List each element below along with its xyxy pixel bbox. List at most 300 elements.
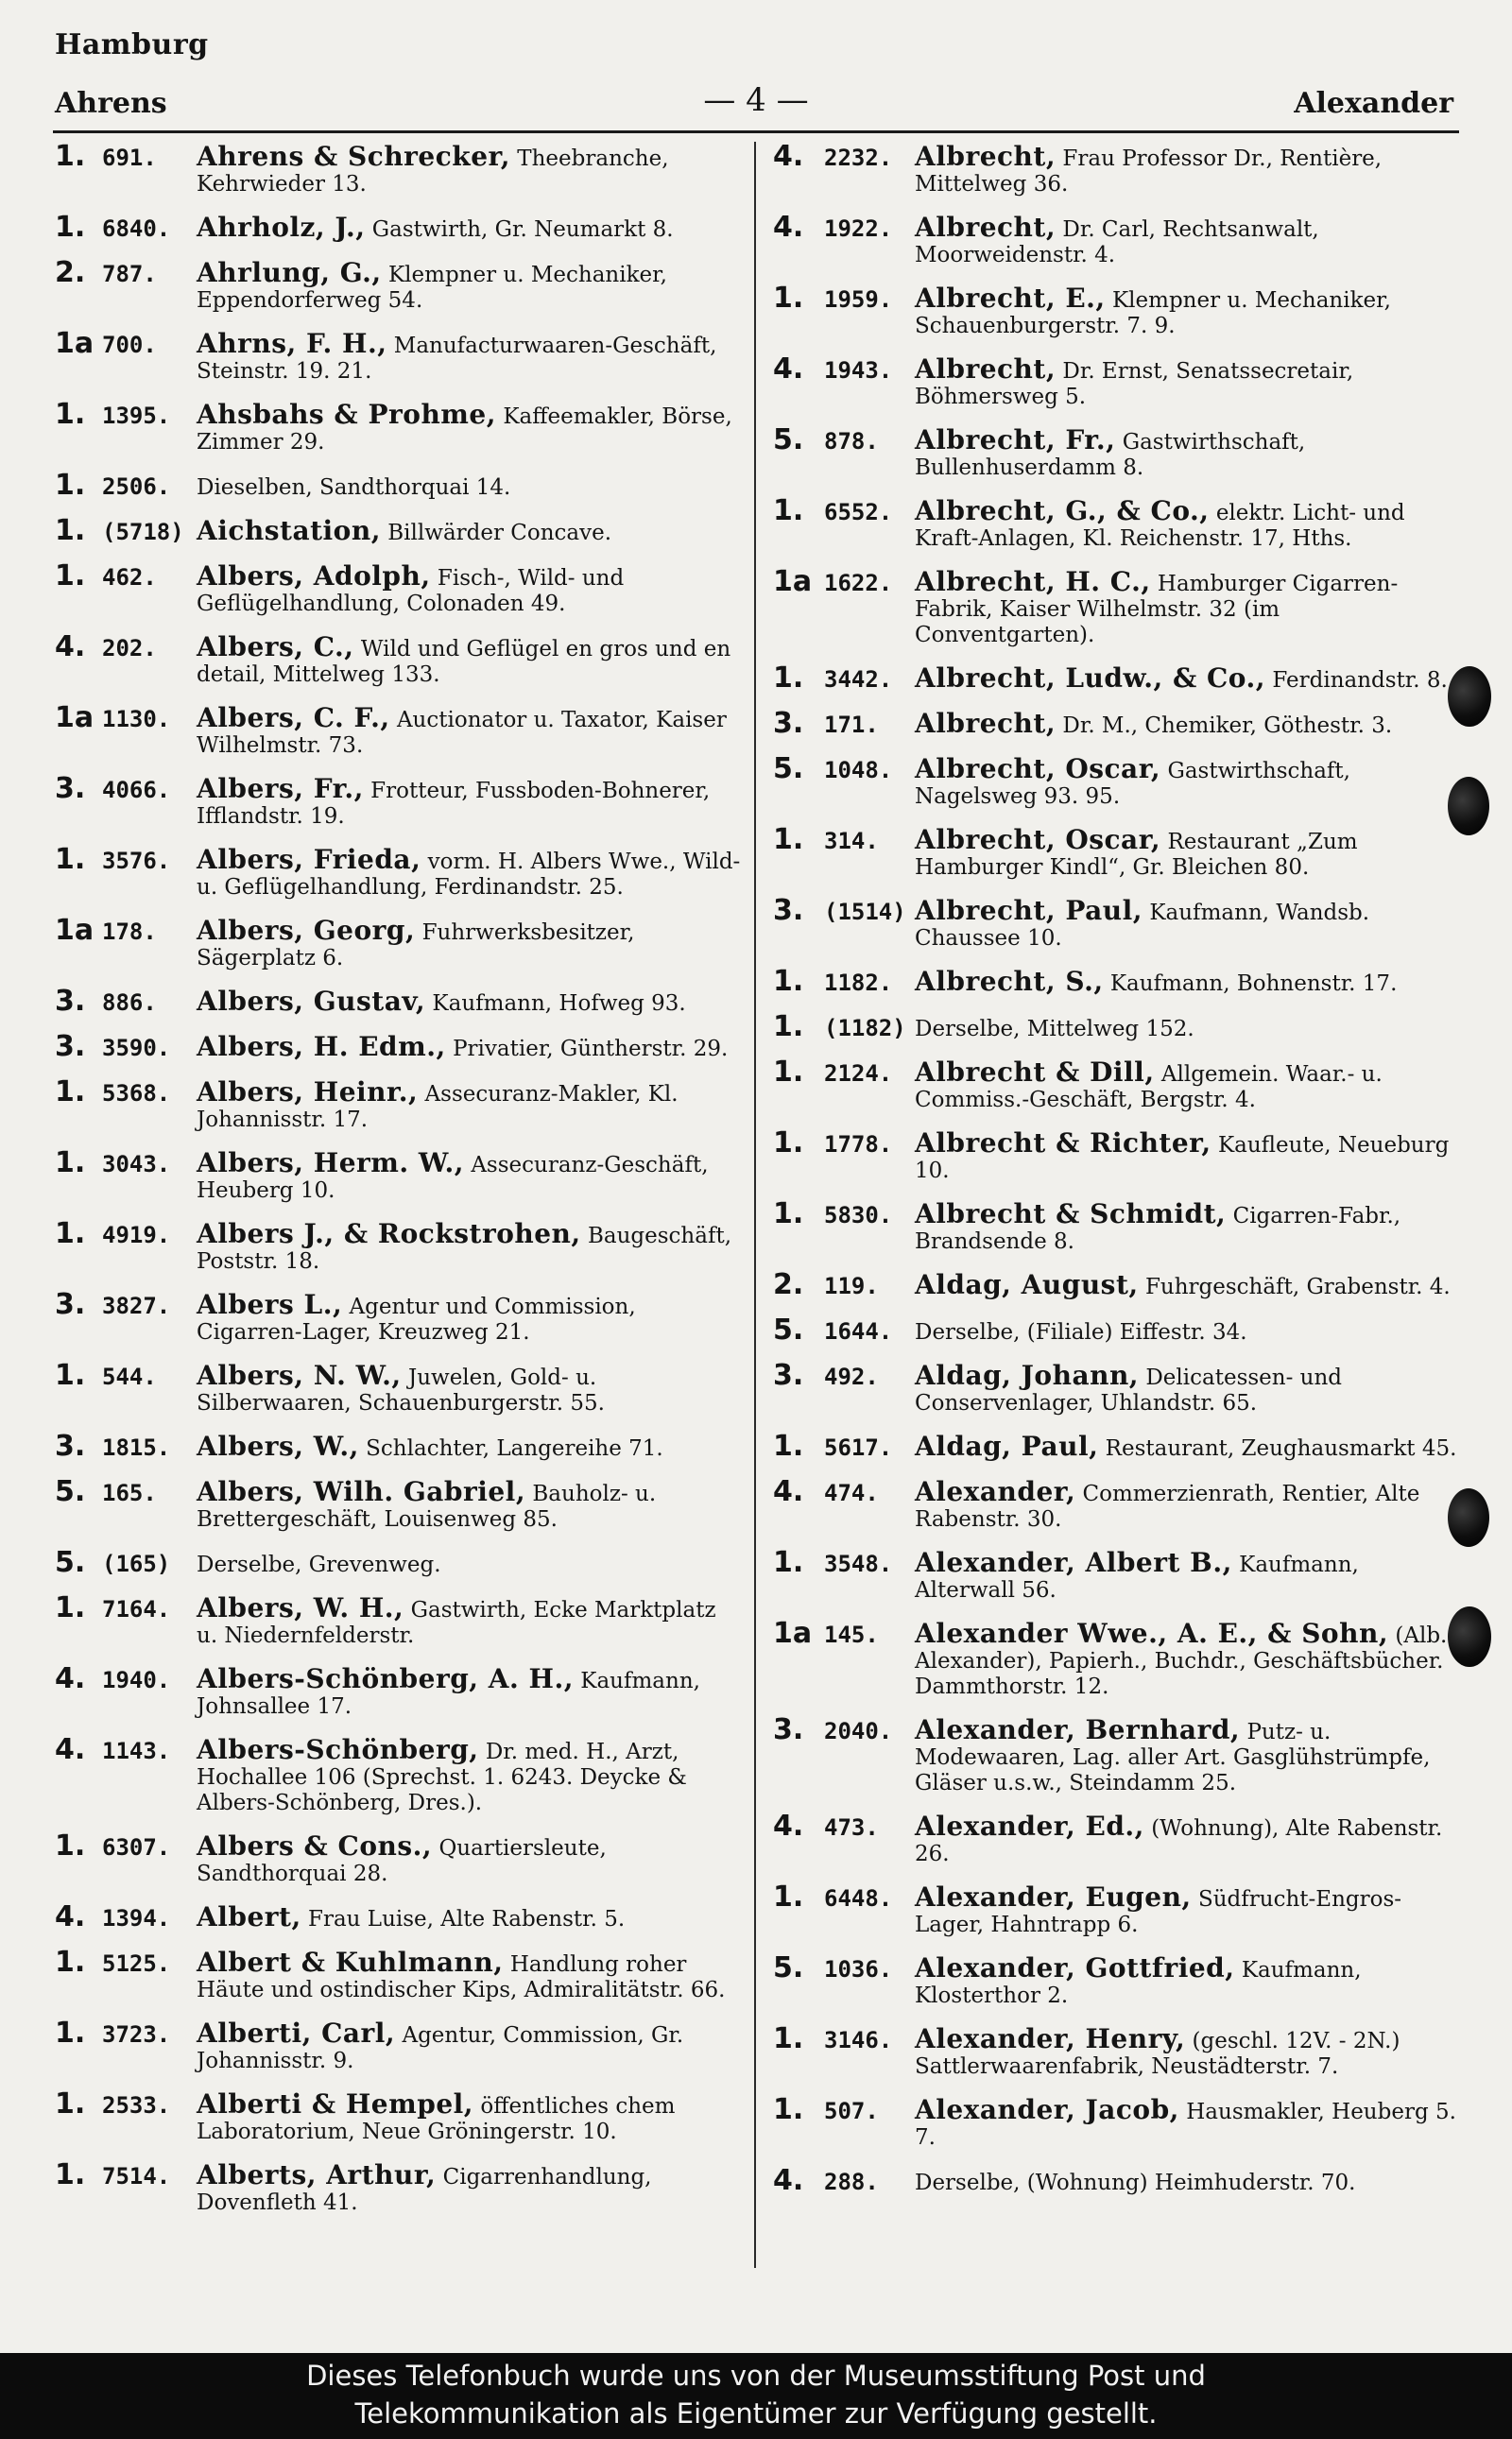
subscriber-name: Albrecht, Paul,	[915, 895, 1143, 926]
phone-number: 1815.	[102, 1434, 171, 1461]
subscriber-name: Alexander,	[915, 1476, 1076, 1507]
subscriber-details: öffentliches chem Laboratorium, Neue Gröningerstr. 10.	[197, 2094, 676, 2144]
directory-entry	[55, 2017, 743, 2074]
subscriber-name: Albers & Cons.,	[197, 1830, 433, 1862]
exchange-code: 1.	[55, 2158, 86, 2191]
subscriber-details: Südfrucht-Engros-Lager, Hahntrapp 6.	[915, 1887, 1402, 1937]
directory-entry	[55, 1733, 743, 1816]
phone-number: 3146.	[824, 2027, 893, 2053]
subscriber-details: Kaufleute, Neueburg 10.	[915, 1133, 1450, 1183]
directory-entry	[55, 514, 743, 547]
directory-entry	[55, 1288, 743, 1346]
phone-number: 474.	[824, 1480, 879, 1506]
exchange-code: 1.	[773, 1010, 804, 1043]
exchange-code: 4.	[55, 1900, 86, 1933]
exchange-code: 1.	[55, 1146, 86, 1179]
phone-number: 1644.	[824, 1318, 893, 1345]
phone-number: 507.	[824, 2098, 879, 2124]
subscriber-name: Alexander, Jacob,	[915, 2094, 1179, 2125]
subscriber-name: Albers, W.,	[197, 1431, 359, 1462]
phone-number: 544.	[102, 1364, 157, 1390]
subscriber-name: Albrecht, H. C.,	[915, 566, 1151, 597]
exchange-code: 1.	[55, 1075, 86, 1108]
exchange-code: 1.	[773, 494, 804, 527]
subscriber-details: Derselbe, (Filiale) Eiffestr. 34.	[915, 1320, 1247, 1345]
exchange-code: 1.	[55, 211, 86, 244]
subscriber-details: Gastwirthschaft, Bullenhuserdamm 8.	[915, 430, 1306, 480]
archive-notice-line-2: Telekommunikation als Eigentümer zur Verfügung gestellt.	[354, 2397, 1158, 2430]
directory-entry	[55, 1829, 743, 1887]
subscriber-name: Albrecht, Oscar,	[915, 753, 1161, 784]
exchange-code: 4.	[55, 1733, 86, 1766]
phone-number: 3576.	[102, 848, 171, 874]
subscriber-name: Aldag, Paul,	[915, 1431, 1099, 1462]
directory-entry	[773, 1197, 1461, 1255]
exchange-code: 1.	[55, 1946, 86, 1979]
directory-entry	[773, 1475, 1461, 1533]
subscriber-details: Fisch-, Wild- und Geflügelhandlung, Colonaden 49.	[197, 566, 625, 616]
phone-number: 5125.	[102, 1950, 171, 1977]
phone-number: 462.	[102, 564, 157, 591]
phone-number: 4066.	[102, 777, 171, 803]
subscriber-details: Frau Professor Dr., Rentière, Mittelweg 36.	[915, 146, 1383, 197]
subscriber-name: Albers, Adolph,	[197, 560, 431, 592]
directory-entry	[773, 1126, 1461, 1184]
subscriber-details: Dieselben, Sandthorquai 14.	[197, 475, 511, 500]
phone-number: 178.	[102, 919, 157, 945]
phone-number: 2506.	[102, 473, 171, 500]
exchange-code: 1.	[773, 1430, 804, 1463]
exchange-code: 3.	[55, 1430, 86, 1463]
exchange-code: 1.	[773, 965, 804, 998]
phone-number: 5830.	[824, 1202, 893, 1228]
exchange-code: 1a	[773, 565, 813, 598]
directory-entry	[773, 1268, 1461, 1301]
subscriber-details: Kaufmann, Klosterthor 2.	[915, 1958, 1362, 2008]
directory-entry	[55, 469, 743, 502]
subscriber-details: Kaufmann, Johnsallee 17.	[197, 1669, 700, 1719]
directory-entry	[55, 1146, 743, 1204]
phone-number: (1514)	[824, 899, 906, 925]
exchange-code: 4.	[773, 2164, 804, 2197]
subscriber-name: Albers, Georg,	[197, 915, 416, 946]
punch-hole-decoration	[1448, 777, 1489, 835]
subscriber-details: Manufacturwaaren-Geschäft, Steinstr. 19. 21.	[197, 334, 717, 384]
exchange-code: 5.	[773, 423, 804, 456]
directory-entry	[773, 1810, 1461, 1867]
directory-entry	[55, 1430, 743, 1463]
exchange-code: 1.	[773, 1546, 804, 1579]
directory-entry	[773, 894, 1461, 952]
phone-number: 6840.	[102, 215, 171, 242]
phone-number: 6448.	[824, 1885, 893, 1912]
subscriber-details: Bauholz- u. Brettergeschäft, Louisenweg 85.	[197, 1482, 657, 1532]
phone-number: 1036.	[824, 1956, 893, 1983]
subscriber-name: Albers, H. Edm.,	[197, 1031, 446, 1062]
exchange-code: 3.	[773, 707, 804, 740]
subscriber-name: Ahrens & Schrecker,	[197, 141, 510, 172]
directory-entry	[55, 1591, 743, 1649]
directory-entry	[55, 985, 743, 1018]
phone-number: 492.	[824, 1364, 879, 1390]
subscriber-details: Baugeschäft, Poststr. 18.	[197, 1224, 732, 1274]
phone-number: 1182.	[824, 970, 893, 996]
exchange-code: 1.	[55, 1217, 86, 1250]
exchange-code: 1.	[55, 2017, 86, 2050]
subscriber-details: Dr. Ernst, Senatssecretair, Böhmersweg 5.	[915, 359, 1354, 409]
directory-entry	[55, 630, 743, 688]
directory-entry	[773, 1713, 1461, 1796]
directory-entry	[55, 914, 743, 971]
directory-entry	[773, 1359, 1461, 1417]
exchange-code: 1.	[773, 1197, 804, 1230]
subscriber-name: Albers, C.,	[197, 631, 354, 662]
subscriber-details: Quartiersleute, Sandthorquai 28.	[197, 1836, 607, 1886]
exchange-code: 1.	[773, 2022, 804, 2055]
subscriber-details: Assecuranz-Geschäft, Heuberg 10.	[197, 1153, 709, 1203]
subscriber-details: Juwelen, Gold- u. Silberwaaren, Schauenburgerstr. 55.	[197, 1365, 605, 1416]
subscriber-name: Alberti, Carl,	[197, 2018, 396, 2049]
subscriber-name: Albers, C. F.,	[197, 702, 390, 733]
phone-number: 314.	[824, 828, 879, 854]
phone-number: 3723.	[102, 2021, 171, 2048]
exchange-code: 3.	[773, 1713, 804, 1746]
phone-number: 1143.	[102, 1738, 171, 1764]
directory-entry	[773, 1314, 1461, 1347]
directory-entry	[773, 1546, 1461, 1604]
subscriber-details: Agentur und Commission, Cigarren-Lager, Kreuzweg 21.	[197, 1295, 636, 1345]
directory-entry	[773, 2022, 1461, 2080]
exchange-code: 1.	[55, 398, 86, 431]
directory-entry	[773, 1056, 1461, 1113]
subscriber-details: Hamburger Cigarren-Fabrik, Kaiser Wilhelmstr. 32 (im Conventgarten).	[915, 572, 1399, 647]
subscriber-name: Ahsbahs & Prohme,	[197, 399, 496, 430]
phone-number: 1130.	[102, 706, 171, 732]
subscriber-details: Billwärder Concave.	[387, 521, 612, 545]
subscriber-details: Derselbe, Grevenweg.	[197, 1553, 441, 1577]
subscriber-details: Kaufmann, Wandsb. Chaussee 10.	[915, 901, 1370, 951]
subscriber-details: (Alb. Alexander), Papierh., Buchdr., Geschäftsbücher. Dammthorstr. 12.	[915, 1623, 1448, 1699]
subscriber-name: Ahrns, F. H.,	[197, 328, 387, 359]
punch-hole-decoration	[1448, 1606, 1491, 1667]
subscriber-name: Alexander, Albert B.,	[915, 1547, 1232, 1578]
subscriber-name: Albrecht & Richter,	[915, 1127, 1211, 1159]
phone-number: 1778.	[824, 1131, 893, 1158]
exchange-code: 4.	[55, 630, 86, 663]
header-rule	[53, 130, 1459, 133]
subscriber-name: Aichstation,	[197, 515, 381, 546]
exchange-code: 1.	[55, 2087, 86, 2121]
subscriber-name: Aldag, August,	[915, 1269, 1139, 1300]
subscriber-details: (Wohnung), Alte Rabenstr. 26.	[915, 1816, 1443, 1866]
subscriber-name: Alberti & Hempel,	[197, 2088, 474, 2120]
exchange-code: 4.	[773, 211, 804, 244]
subscriber-details: Hausmakler, Heuberg 5. 7.	[915, 2100, 1456, 2150]
subscriber-name: Albrecht, E.,	[915, 283, 1106, 314]
directory-entry	[55, 1946, 743, 2003]
directory-entry	[773, 1617, 1461, 1700]
phone-number: 171.	[824, 712, 879, 738]
phone-number: 1940.	[102, 1667, 171, 1693]
directory-entry	[55, 843, 743, 901]
phone-number: 1943.	[824, 357, 893, 384]
phone-number: (5718)	[102, 519, 184, 545]
subscriber-details: Gastwirth, Gr. Neumarkt 8.	[371, 217, 674, 242]
phone-number: 3827.	[102, 1293, 171, 1319]
subscriber-details: Assecuranz-Makler, Kl. Johannisstr. 17.	[197, 1082, 679, 1132]
exchange-code: 3.	[55, 1288, 86, 1321]
exchange-code: 5.	[773, 1314, 804, 1347]
directory-entry	[55, 140, 743, 198]
exchange-code: 3.	[773, 1359, 804, 1392]
exchange-code: 1.	[773, 282, 804, 315]
phone-number: 4919.	[102, 1222, 171, 1248]
phone-number: 2040.	[824, 1718, 893, 1744]
subscriber-details: Commerzienrath, Rentier, Alte Rabenstr. 30.	[915, 1482, 1420, 1532]
phone-number: 787.	[102, 261, 157, 287]
exchange-code: 4.	[55, 1662, 86, 1695]
subscriber-name: Albrecht & Schmidt,	[915, 1198, 1227, 1229]
directory-entry	[55, 1075, 743, 1133]
subscriber-name: Alexander, Gottfried,	[915, 1952, 1235, 1984]
phone-number: 5617.	[824, 1434, 893, 1461]
subscriber-details: Kaufmann, Alterwall 56.	[915, 1553, 1359, 1603]
subscriber-details: Fuhrgeschäft, Grabenstr. 4.	[1144, 1275, 1451, 1299]
phone-number: 5368.	[102, 1080, 171, 1107]
exchange-code: 1.	[55, 140, 86, 173]
directory-entry	[773, 565, 1461, 648]
exchange-code: 2.	[55, 256, 86, 289]
phone-number: 473.	[824, 1814, 879, 1841]
subscriber-name: Alexander, Henry,	[915, 2023, 1186, 2054]
phone-number: 3590.	[102, 1035, 171, 1061]
subscriber-details: vorm. H. Albers Wwe., Wild- u. Geflügelhandlung, Ferdinandstr. 25.	[197, 850, 741, 900]
directory-entry	[773, 1430, 1461, 1463]
subscriber-name: Albrecht,	[915, 353, 1057, 385]
directory-entry	[773, 211, 1461, 268]
subscriber-name: Albers, Fr.,	[197, 773, 364, 804]
subscriber-name: Albrecht, S.,	[915, 966, 1104, 997]
exchange-code: 1.	[55, 843, 86, 876]
subscriber-name: Albrecht,	[915, 708, 1057, 739]
directory-entry	[773, 282, 1461, 339]
subscriber-details: Kaufmann, Bohnenstr. 17.	[1109, 971, 1398, 996]
subscriber-details: Cigarrenhandlung, Dovenfleth 41.	[197, 2165, 652, 2215]
phone-number: 1395.	[102, 403, 171, 429]
subscriber-name: Albers, Heinr.,	[197, 1076, 419, 1108]
phone-number: 202.	[102, 635, 157, 661]
phone-number: 1959.	[824, 286, 893, 313]
subscriber-details: Schlachter, Langereihe 71.	[366, 1436, 663, 1461]
phone-number: 700.	[102, 332, 157, 358]
subscriber-details: Derselbe, Mittelweg 152.	[915, 1017, 1194, 1041]
subscriber-name: Ahrholz, J.,	[197, 212, 366, 243]
phone-number: 3043.	[102, 1151, 171, 1177]
subscriber-details: Restaurant „Zum Hamburger Kindl“, Gr. Bleichen 80.	[915, 830, 1358, 880]
directory-entry	[55, 1546, 743, 1579]
exchange-code: 4.	[773, 352, 804, 386]
subscriber-details: Klempner u. Mechaniker, Schauenburgerstr. 7. 9.	[915, 288, 1391, 338]
subscriber-name: Albers-Schönberg, A. H.,	[197, 1663, 574, 1694]
subscriber-details: Derselbe, (Wohnung) Heimhuderstr. 70.	[915, 2171, 1356, 2195]
subscriber-details: Theebranche, Kehrwieder 13.	[197, 146, 669, 197]
subscriber-name: Ahrlung, G.,	[197, 257, 382, 288]
subscriber-name: Alexander Wwe., A. E., & Sohn,	[915, 1618, 1389, 1649]
subscriber-details: Dr. Carl, Rechtsanwalt, Moorweidenstr. 4.	[915, 217, 1319, 267]
subscriber-name: Albrecht & Dill,	[915, 1056, 1155, 1088]
phone-number: 1922.	[824, 215, 893, 242]
phone-number: 878.	[824, 428, 879, 455]
subscriber-name: Albers-Schönberg,	[197, 1734, 479, 1765]
phone-number: (1182)	[824, 1015, 906, 1041]
directory-entry	[55, 1475, 743, 1533]
subscriber-details: Klempner u. Mechaniker, Eppendorferweg 54.	[197, 263, 667, 313]
directory-entry	[55, 1900, 743, 1933]
phone-number: 7164.	[102, 1596, 171, 1623]
phone-number: 1048.	[824, 757, 893, 783]
last-name-header: Alexander	[1294, 87, 1453, 120]
archive-notice	[0, 2353, 1512, 2439]
directory-entry	[773, 1010, 1461, 1043]
right-column	[773, 140, 1461, 2213]
directory-entry	[55, 327, 743, 385]
directory-entry	[55, 772, 743, 830]
subscriber-details: Frotteur, Fussboden-Bohnerer, Ifflandstr. 19.	[197, 779, 711, 829]
phone-number: 6552.	[824, 499, 893, 525]
exchange-code: 1.	[55, 559, 86, 593]
first-name-header: Ahrens	[55, 87, 167, 120]
exchange-code: 1.	[55, 1829, 86, 1863]
phone-number: 2533.	[102, 2092, 171, 2119]
subscriber-name: Albert,	[197, 1901, 301, 1932]
directory-entry	[55, 1359, 743, 1417]
directory-entry	[55, 1217, 743, 1275]
archive-notice-line-1: Dieses Telefonbuch wurde uns von der Museumsstiftung Post und	[306, 2360, 1206, 2392]
subscriber-name: Albers J., & Rockstrohen,	[197, 1218, 581, 1249]
exchange-code: 1.	[773, 1126, 804, 1159]
directory-entry	[55, 2158, 743, 2216]
subscriber-details: Auctionator u. Taxator, Kaiser Wilhelmstr. 73.	[197, 708, 727, 758]
exchange-code: 1a	[55, 914, 94, 947]
phone-number: 2124.	[824, 1060, 893, 1087]
exchange-code: 3.	[55, 985, 86, 1018]
exchange-code: 1.	[55, 1591, 86, 1624]
subscriber-details: Restaurant, Zeughausmarkt 45.	[1105, 1436, 1457, 1461]
subscriber-name: Albers, Wilh. Gabriel,	[197, 1476, 526, 1507]
page-number: — 4 —	[703, 81, 809, 119]
directory-entry	[55, 256, 743, 314]
subscriber-details: Delicatessen- und Conservenlager, Uhlandstr. 65.	[915, 1365, 1343, 1416]
subscriber-details: elektr. Licht- und Kraft-Anlagen, Kl. Reichenstr. 17, Hths.	[915, 501, 1405, 551]
exchange-code: 1.	[55, 514, 86, 547]
subscriber-details: Frau Luise, Alte Rabenstr. 5.	[308, 1907, 626, 1932]
exchange-code: 1.	[55, 1359, 86, 1392]
column-divider	[754, 142, 756, 2268]
directory-entry	[55, 398, 743, 455]
exchange-code: 2.	[773, 1268, 804, 1301]
exchange-code: 5.	[55, 1546, 86, 1579]
phone-number: 7514.	[102, 2163, 171, 2190]
subscriber-details: Fuhrwerksbesitzer, Sägerplatz 6.	[197, 920, 635, 970]
exchange-code: 1a	[55, 701, 94, 734]
directory-entry	[773, 352, 1461, 410]
directory-entry	[55, 1662, 743, 1720]
subscriber-name: Albrecht,	[915, 212, 1057, 243]
phone-number: 3548.	[824, 1551, 893, 1577]
directory-entry	[773, 823, 1461, 881]
directory-entry	[55, 559, 743, 617]
exchange-code: 1.	[773, 1056, 804, 1089]
exchange-code: 1.	[55, 469, 86, 502]
subscriber-name: Albers, Herm. W.,	[197, 1147, 464, 1178]
directory-entry	[773, 2164, 1461, 2197]
exchange-code: 1.	[773, 1881, 804, 1914]
exchange-code: 5.	[55, 1475, 86, 1508]
phone-number: 2232.	[824, 145, 893, 171]
subscriber-details: Allgemein. Waar.- u. Commiss.-Geschäft, Bergstr. 4.	[915, 1062, 1383, 1112]
phone-number: 165.	[102, 1480, 157, 1506]
exchange-code: 4.	[773, 1810, 804, 1843]
directory-entry	[773, 661, 1461, 695]
directory-entry	[773, 423, 1461, 481]
subscriber-name: Albrecht,	[915, 141, 1057, 172]
subscriber-details: Cigarren-Fabr., Brandsende 8.	[915, 1204, 1401, 1254]
subscriber-name: Alexander, Eugen,	[915, 1881, 1192, 1913]
punch-hole-decoration	[1448, 666, 1491, 727]
subscriber-details: Dr. M., Chemiker, Göthestr. 3.	[1062, 713, 1393, 738]
subscriber-name: Albrecht, Oscar,	[915, 824, 1161, 855]
directory-entry	[55, 2087, 743, 2145]
subscriber-details: Kaufmann, Hofweg 93.	[432, 991, 686, 1016]
directory-entry	[773, 2093, 1461, 2151]
directory-entry	[773, 1881, 1461, 1938]
subscriber-name: Albrecht, G., & Co.,	[915, 495, 1210, 526]
subscriber-name: Alexander, Bernhard,	[915, 1714, 1241, 1745]
directory-entry	[55, 1030, 743, 1063]
subscriber-name: Albers, N. W.,	[197, 1360, 402, 1391]
directory-entry	[773, 1951, 1461, 2009]
directory-entry	[773, 965, 1461, 998]
phone-number: (165)	[102, 1551, 171, 1577]
subscriber-name: Albrecht, Ludw., & Co.,	[915, 662, 1265, 694]
left-column	[55, 140, 743, 2233]
exchange-code: 3.	[773, 894, 804, 927]
subscriber-name: Albert & Kuhlmann,	[197, 1947, 504, 1978]
phone-number: 1394.	[102, 1905, 171, 1932]
subscriber-details: Handlung roher Häute und ostindischer Kips, Admiralitätstr. 66.	[197, 1952, 726, 2002]
exchange-code: 1a	[773, 1617, 813, 1650]
phone-number: 886.	[102, 989, 157, 1016]
phone-number: 288.	[824, 2169, 879, 2195]
exchange-code: 1.	[773, 661, 804, 695]
subscriber-details: Privatier, Güntherstr. 29.	[453, 1037, 729, 1061]
phone-number: 119.	[824, 1273, 879, 1299]
phone-number: 1622.	[824, 570, 893, 596]
subscriber-name: Albrecht, Fr.,	[915, 424, 1116, 455]
exchange-code: 5.	[773, 1951, 804, 1984]
subscriber-name: Albers, W. H.,	[197, 1592, 404, 1623]
subscriber-name: Alexander, Ed.,	[915, 1811, 1144, 1842]
punch-hole-decoration	[1448, 1488, 1489, 1547]
exchange-code: 1a	[55, 327, 94, 360]
phone-number: 3442.	[824, 666, 893, 693]
phone-number: 6307.	[102, 1834, 171, 1861]
subscriber-details: Gastwirthschaft, Nagelsweg 93. 95.	[915, 759, 1350, 809]
subscriber-details: Gastwirth, Ecke Marktplatz u. Niedernfelderstr.	[197, 1598, 716, 1648]
subscriber-name: Albers, Frieda,	[197, 844, 421, 875]
directory-entry	[773, 494, 1461, 552]
phone-number: 145.	[824, 1622, 879, 1648]
